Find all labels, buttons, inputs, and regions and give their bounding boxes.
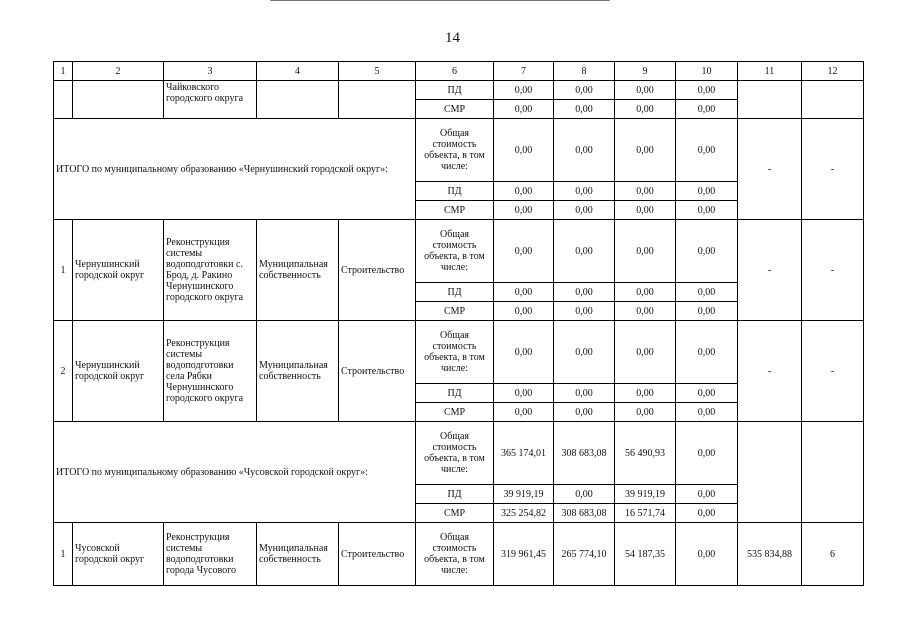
cell-empty xyxy=(73,81,164,119)
value-cell: 319 961,45 xyxy=(494,523,554,586)
value-cell: 0,00 xyxy=(615,81,676,100)
value-cell: 0,00 xyxy=(615,220,676,283)
value-cell: 0,00 xyxy=(676,81,738,100)
value-cell: 0,00 xyxy=(676,321,738,384)
table-row xyxy=(54,220,864,283)
col-header: 11 xyxy=(738,62,802,81)
cell-empty xyxy=(54,81,73,119)
value-cell: 0,00 xyxy=(615,182,676,201)
col-header: 7 xyxy=(494,62,554,81)
value-cell: 0,00 xyxy=(676,201,738,220)
value-cell: 0,00 xyxy=(494,81,554,100)
row-label: ПД xyxy=(416,384,494,403)
value-cell: 0,00 xyxy=(494,182,554,201)
cell-empty xyxy=(738,81,802,119)
value-cell: - xyxy=(802,321,864,422)
value-cell: 0,00 xyxy=(554,403,615,422)
col-header: 5 xyxy=(339,62,416,81)
row-label: СМР xyxy=(416,403,494,422)
value-cell: - xyxy=(738,321,802,422)
value-cell: 0,00 xyxy=(676,384,738,403)
value-cell: 0,00 xyxy=(554,283,615,302)
value-cell: 0,00 xyxy=(676,523,738,586)
value-cell: 0,00 xyxy=(676,182,738,201)
row-label: СМР xyxy=(416,201,494,220)
value-cell: 0,00 xyxy=(676,100,738,119)
value-cell: 0,00 xyxy=(494,220,554,283)
value-cell: 0,00 xyxy=(494,283,554,302)
row-label: Общая стоимость объекта, в том числе: xyxy=(416,220,494,283)
value-cell: 308 683,08 xyxy=(554,422,615,485)
value-cell: 0,00 xyxy=(494,201,554,220)
col-header: 12 xyxy=(802,62,864,81)
table-row xyxy=(54,119,864,182)
row-number: 1 xyxy=(54,220,73,321)
value-cell: 16 571,74 xyxy=(615,504,676,523)
value-cell: 0,00 xyxy=(615,201,676,220)
value-cell: 0,00 xyxy=(554,81,615,100)
value-cell: 39 919,19 xyxy=(615,485,676,504)
value-cell: 0,00 xyxy=(615,403,676,422)
row-label: Общая стоимость объекта, в том числе: xyxy=(416,119,494,182)
value-cell: 0,00 xyxy=(615,119,676,182)
value-cell: 265 774,10 xyxy=(554,523,615,586)
ownership: Муниципальная собственность xyxy=(257,523,339,586)
value-cell: 0,00 xyxy=(676,504,738,523)
page-number: 14 xyxy=(445,30,460,46)
value-cell: 0,00 xyxy=(676,422,738,485)
cell-empty xyxy=(802,81,864,119)
district-name: Чернушинский городской округ xyxy=(73,220,164,321)
value-cell: 308 683,08 xyxy=(554,504,615,523)
value-cell: 0,00 xyxy=(494,384,554,403)
object-name: Реконструкция системы водоподготовки села Рябки Чернушинского городского округа xyxy=(164,321,257,422)
col-header: 8 xyxy=(554,62,615,81)
object-name: Чайковского городского округа xyxy=(164,81,257,119)
row-label: ПД xyxy=(416,283,494,302)
top-rule xyxy=(270,0,610,1)
value-cell: 0,00 xyxy=(494,403,554,422)
value-cell: 0,00 xyxy=(554,384,615,403)
table-row xyxy=(54,81,864,100)
row-label: Общая стоимость объекта, в том числе: xyxy=(416,422,494,485)
value-cell: 0,00 xyxy=(554,321,615,384)
value-cell: 56 490,93 xyxy=(615,422,676,485)
value-cell: 0,00 xyxy=(554,100,615,119)
row-label: СМР xyxy=(416,100,494,119)
col-header: 1 xyxy=(54,62,73,81)
value-cell: - xyxy=(802,220,864,321)
row-label: ПД xyxy=(416,485,494,504)
work-type: Строительство xyxy=(339,220,416,321)
object-name: Реконструкция системы водоподготовки с. Брод, д. Ракино Чернушинского городского округа xyxy=(164,220,257,321)
value-cell: 0,00 xyxy=(676,119,738,182)
row-number: 2 xyxy=(54,321,73,422)
col-header: 3 xyxy=(164,62,257,81)
district-name: Чусовской городской округ xyxy=(73,523,164,586)
col-header: 4 xyxy=(257,62,339,81)
district-name: Чернушинский городской округ xyxy=(73,321,164,422)
ownership: Муниципальная собственность xyxy=(257,321,339,422)
investment-table xyxy=(53,61,864,586)
value-cell: 0,00 xyxy=(554,119,615,182)
value-cell: 365 174,01 xyxy=(494,422,554,485)
value-cell: 0,00 xyxy=(554,220,615,283)
value-cell: 0,00 xyxy=(615,321,676,384)
table-row xyxy=(54,321,864,384)
row-label: Общая стоимость объекта, в том числе: xyxy=(416,321,494,384)
value-cell: 6 xyxy=(802,523,864,586)
row-number: 1 xyxy=(54,523,73,586)
value-cell: 0,00 xyxy=(494,321,554,384)
value-cell: 0,00 xyxy=(494,302,554,321)
value-cell: - xyxy=(738,220,802,321)
col-header: 6 xyxy=(416,62,494,81)
value-cell: 0,00 xyxy=(554,485,615,504)
value-cell: 325 254,82 xyxy=(494,504,554,523)
cell-empty xyxy=(257,81,339,119)
table-row xyxy=(54,523,864,586)
row-label: СМР xyxy=(416,302,494,321)
table-row xyxy=(54,422,864,485)
col-header: 10 xyxy=(676,62,738,81)
value-cell: - xyxy=(802,119,864,220)
col-header: 2 xyxy=(73,62,164,81)
cell-empty xyxy=(738,422,802,523)
value-cell: 0,00 xyxy=(494,119,554,182)
row-label: Общая стоимость объекта, в том числе: xyxy=(416,523,494,586)
value-cell: - xyxy=(738,119,802,220)
ownership: Муниципальная собственность xyxy=(257,220,339,321)
work-type: Строительство xyxy=(339,523,416,586)
value-cell: 0,00 xyxy=(615,384,676,403)
value-cell: 0,00 xyxy=(676,283,738,302)
value-cell: 54 187,35 xyxy=(615,523,676,586)
value-cell: 0,00 xyxy=(554,201,615,220)
row-label: СМР xyxy=(416,504,494,523)
row-label: ПД xyxy=(416,182,494,201)
object-name: Реконструкция системы водоподготовки города Чусового xyxy=(164,523,257,586)
value-cell: 0,00 xyxy=(676,302,738,321)
value-cell: 0,00 xyxy=(494,100,554,119)
col-header: 9 xyxy=(615,62,676,81)
header-row xyxy=(54,62,864,81)
work-type: Строительство xyxy=(339,321,416,422)
value-cell: 0,00 xyxy=(615,302,676,321)
value-cell: 0,00 xyxy=(676,403,738,422)
value-cell: 0,00 xyxy=(615,100,676,119)
cell-empty xyxy=(802,422,864,523)
cell-empty xyxy=(339,81,416,119)
value-cell: 535 834,88 xyxy=(738,523,802,586)
value-cell: 39 919,19 xyxy=(494,485,554,504)
value-cell: 0,00 xyxy=(615,283,676,302)
value-cell: 0,00 xyxy=(676,220,738,283)
row-label: ПД xyxy=(416,81,494,100)
value-cell: 0,00 xyxy=(554,182,615,201)
total-title: ИТОГО по муниципальному образованию «Чернушинский городской округ»: xyxy=(54,119,416,220)
total-title: ИТОГО по муниципальному образованию «Чусовской городской округ»: xyxy=(54,422,416,523)
value-cell: 0,00 xyxy=(676,485,738,504)
value-cell: 0,00 xyxy=(554,302,615,321)
